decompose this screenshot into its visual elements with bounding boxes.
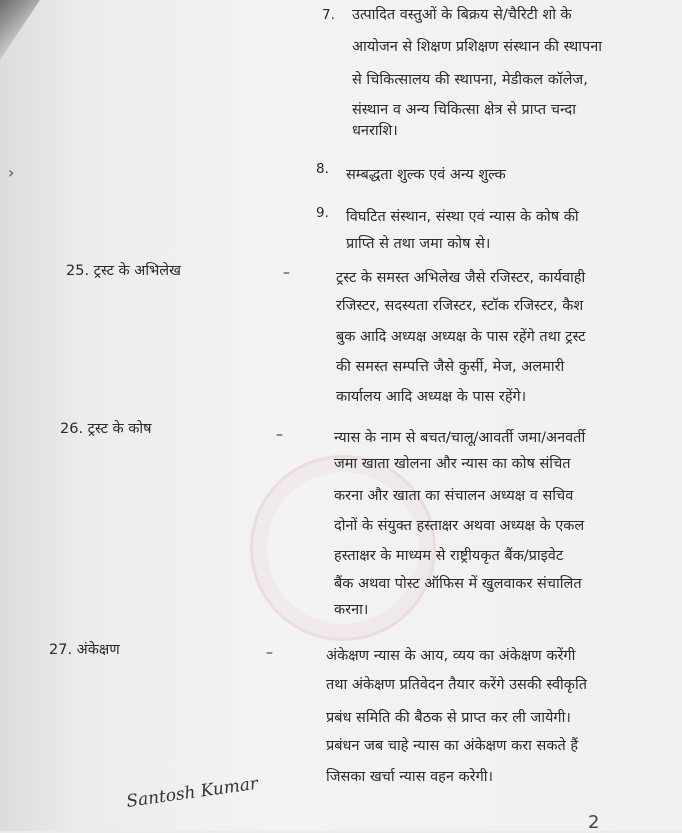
section-line: दोनों के संयुक्त हस्ताक्षर अथवा अध्यक्ष के एकल [334, 518, 585, 534]
folded-corner [0, 0, 40, 60]
item-line: सम्बद्धता शुल्क एवं अन्य शुल्क [346, 167, 506, 183]
section-line: जिसका खर्चा न्यास वहन करेगी। [326, 769, 494, 785]
item-number: 8. [316, 161, 329, 177]
section-dash: – [276, 427, 283, 443]
section-line: रजिस्टर, सदस्यता रजिस्टर, स्टॉक रजिस्टर, कैश [336, 298, 584, 314]
item-number: 7. [322, 7, 335, 23]
section-heading: 27. अंकेक्षण [49, 642, 120, 658]
corner-page-mark: 2 [588, 812, 600, 833]
item-line: धनराशि। [352, 123, 398, 139]
item-line: विघटित संस्थान, संस्था एवं न्यास के कोष की [346, 209, 579, 225]
section-line: कार्यालय आदि अध्यक्ष के पास रहेंगे। [336, 389, 527, 405]
section-line: ट्रस्ट के समस्त अभिलेख जैसे रजिस्टर, कार्यवाही [336, 270, 586, 286]
section-line: न्यास के नाम से बचत/चालू/आवर्ती जमा/अनवर्ती [334, 430, 586, 446]
section-line: करना। [334, 602, 369, 618]
handwritten-signature: Santosh Kumar [125, 773, 260, 812]
section-line: अंकेक्षण न्यास के आय, व्यय का अंकेक्षण करेंगी [326, 648, 576, 664]
item-number: 9. [316, 205, 329, 221]
margin-mark: › [8, 163, 15, 182]
item-line: उत्पादित वस्तुओं के बिक्रय से/चैरिटी शो के [352, 7, 572, 23]
section-dash: – [266, 645, 273, 661]
item-line: संस्थान व अन्य चिकित्सा क्षेत्र से प्राप्त चन्दा [352, 102, 576, 118]
section-line: जमा खाता खोलना और न्यास का कोष संचित [334, 456, 571, 472]
section-line: तथा अंकेक्षण प्रतिवेदन तैयार करेंगे उसकी स्वीकृति [326, 677, 587, 693]
section-line: हस्ताक्षर के माध्यम से राष्ट्रीयकृत बैंक/प्राइवेट [334, 548, 564, 564]
section-line: बुक आदि अध्यक्ष अध्यक्ष के पास रहेंगे तथा ट्रस्ट [336, 329, 586, 345]
section-heading: 25. ट्रस्ट के अभिलेख [66, 263, 181, 279]
section-line: बैंक अथवा पोस्ट ऑफिस में खुलवाकर संचालित [334, 576, 582, 592]
item-line: से चिकित्सालय की स्थापना, मेडीकल कॉलेज, [352, 72, 588, 88]
section-line: प्रबंधन जब चाहे न्यास का अंकेक्षण करा सकते हैं [326, 738, 579, 754]
section-line: करना और खाता का संचालन अध्यक्ष व सचिव [334, 488, 574, 504]
section-dash: – [283, 265, 290, 281]
section-line: की समस्त सम्पत्ति जैसे कुर्सी, मेज, अलमारी [336, 359, 565, 375]
item-line: आयोजन से शिक्षण प्रशिक्षण संस्थान की स्थापना [352, 39, 603, 55]
section-heading: 26. ट्रस्ट के कोष [60, 421, 152, 437]
item-line: प्राप्ति से तथा जमा कोष से। [346, 236, 491, 252]
section-line: प्रबंध समिति की बैठक से प्राप्त कर ली जायेगी। [326, 710, 571, 726]
